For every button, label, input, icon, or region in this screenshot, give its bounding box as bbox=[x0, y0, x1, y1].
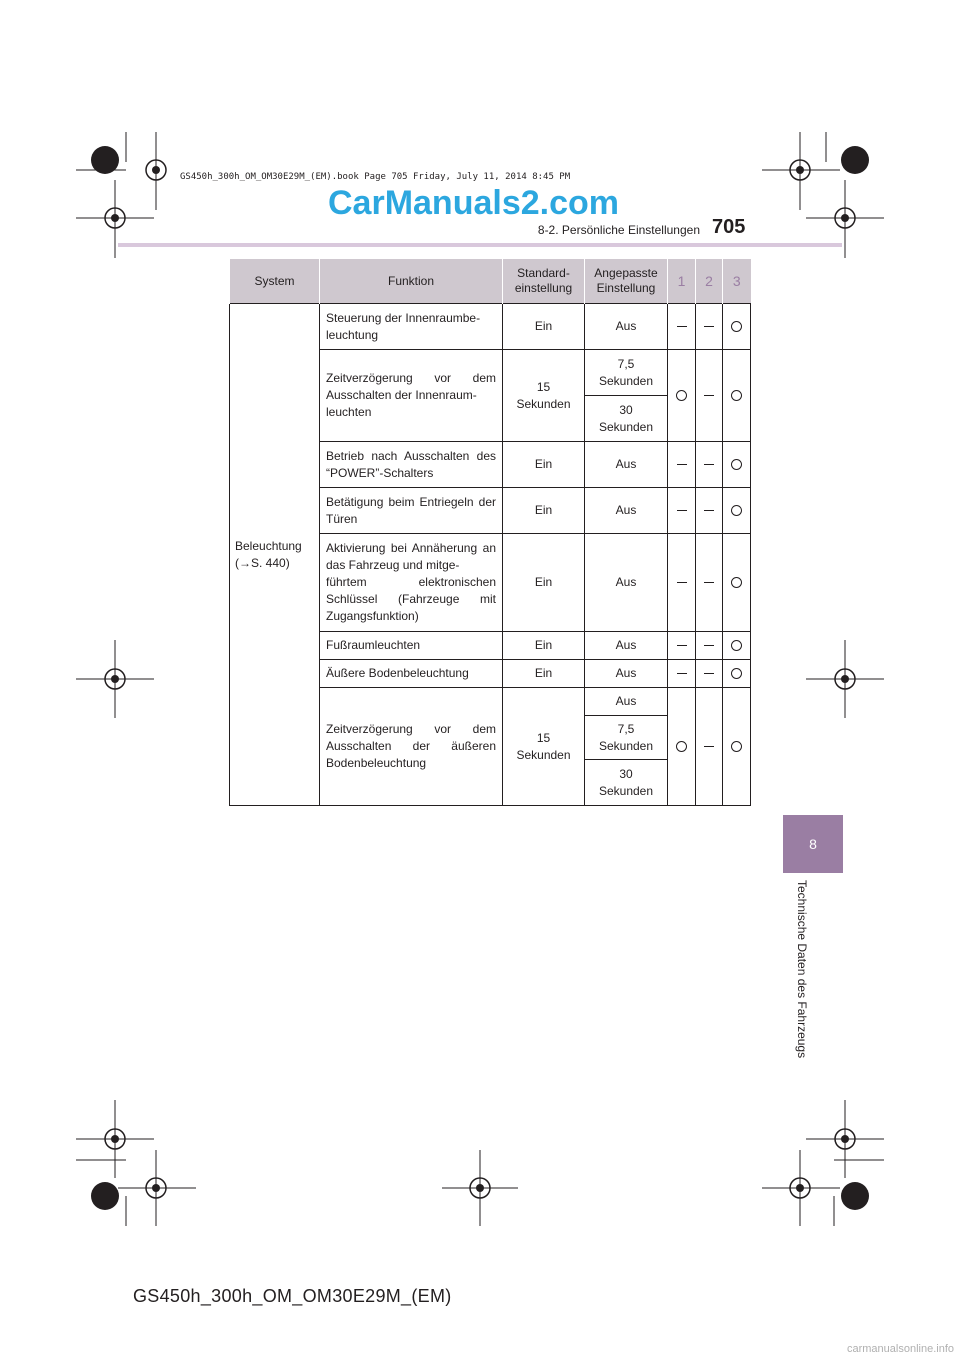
number-3-icon: 3 bbox=[732, 273, 741, 289]
standard-cell: Ein bbox=[503, 442, 585, 488]
mark-cell-c1 bbox=[668, 304, 696, 350]
circle-icon bbox=[731, 321, 742, 332]
dash-icon bbox=[704, 395, 714, 396]
number-1-icon: 1 bbox=[677, 273, 686, 289]
dash-icon bbox=[704, 582, 714, 583]
angepasst-cell: 7,5 Sekunden bbox=[585, 716, 668, 760]
circle-icon bbox=[731, 577, 742, 588]
mark-cell-c2 bbox=[696, 304, 723, 350]
system-cell: Beleuchtung (→S. 440) bbox=[230, 304, 320, 806]
mark-cell-c2 bbox=[696, 350, 723, 442]
angepasst-cell: Aus bbox=[585, 534, 668, 632]
dash-icon bbox=[704, 673, 714, 674]
mark-cell-c2 bbox=[696, 632, 723, 660]
circle-icon bbox=[731, 505, 742, 516]
dash-icon bbox=[704, 510, 714, 511]
standard-cell: Ein bbox=[503, 534, 585, 632]
mark-cell-c1 bbox=[668, 688, 696, 806]
funktion-cell: Fußraumleuchten bbox=[320, 632, 503, 660]
standard-cell: 15 Sekunden bbox=[503, 688, 585, 806]
header-angepasst: Angepasste Einstellung bbox=[585, 259, 668, 304]
table-row bbox=[230, 304, 751, 350]
angepasst-cell: Aus bbox=[585, 304, 668, 350]
funktion-cell: Betrieb nach Ausschalten des “POWER”-Schalters bbox=[320, 442, 503, 488]
book-line: GS450h_300h_OM_OM30E29M_(EM).book Page 705 Friday, July 11, 2014 8:45 PM bbox=[180, 172, 571, 182]
circle-icon bbox=[731, 668, 742, 679]
table-body bbox=[230, 304, 751, 806]
footer-code: GS450h_300h_OM_OM30E29M_(EM) bbox=[133, 1286, 452, 1306]
header-system: System bbox=[230, 259, 320, 304]
circle-icon bbox=[731, 741, 742, 752]
dash-icon bbox=[704, 746, 714, 747]
dash-icon bbox=[677, 582, 687, 583]
mark-cell-c3 bbox=[723, 534, 751, 632]
mark-cell-c2 bbox=[696, 534, 723, 632]
dash-icon bbox=[677, 326, 687, 327]
number-2-icon: 2 bbox=[705, 273, 713, 289]
circle-icon bbox=[676, 741, 687, 752]
watermark-logo[interactable]: CarManuals2.com bbox=[328, 184, 619, 222]
angepasst-cell: 7,5 Sekunden bbox=[585, 350, 668, 396]
angepasst-cell: 30 Sekunden bbox=[585, 760, 668, 806]
mark-cell-c3 bbox=[723, 688, 751, 806]
mark-cell-c3 bbox=[723, 442, 751, 488]
footer-credit[interactable]: carmanualsonline.info bbox=[846, 1343, 954, 1355]
mark-cell-c1 bbox=[668, 660, 696, 688]
mark-cell-c3 bbox=[723, 660, 751, 688]
chapter-tab: 8 bbox=[783, 815, 843, 873]
dash-icon bbox=[677, 464, 687, 465]
standard-cell: 15 Sekunden bbox=[503, 350, 585, 442]
angepasst-cell: Aus bbox=[585, 442, 668, 488]
dash-icon bbox=[677, 645, 687, 646]
angepasst-cell: 30 Sekunden bbox=[585, 396, 668, 442]
standard-cell: Ein bbox=[503, 632, 585, 660]
dash-icon bbox=[704, 645, 714, 646]
dash-icon bbox=[704, 326, 714, 327]
mark-cell-c3 bbox=[723, 304, 751, 350]
mark-cell-c3 bbox=[723, 632, 751, 660]
angepasst-cell: Aus bbox=[585, 488, 668, 534]
dash-icon bbox=[677, 673, 687, 674]
header-col2 bbox=[696, 259, 723, 304]
standard-cell: Ein bbox=[503, 304, 585, 350]
settings-table bbox=[229, 259, 751, 806]
mark-cell-c2 bbox=[696, 688, 723, 806]
circle-icon bbox=[731, 459, 742, 470]
dash-icon bbox=[704, 464, 714, 465]
chapter-title-text: Technische Daten des Fahrzeugs bbox=[795, 880, 809, 1059]
table-header-row bbox=[230, 259, 751, 304]
funktion-cell: Zeitverzögerung vor dem Ausschalten der Innenraum- leuchten bbox=[320, 350, 503, 442]
header-col1 bbox=[668, 259, 696, 304]
circle-icon bbox=[731, 640, 742, 651]
circle-icon bbox=[731, 390, 742, 401]
dash-icon bbox=[677, 510, 687, 511]
standard-cell: Ein bbox=[503, 488, 585, 534]
funktion-cell: Zeitverzögerung vor dem Ausschalten der äußeren Bodenbeleuchtung bbox=[320, 688, 503, 806]
angepasst-cell: Aus bbox=[585, 688, 668, 716]
funktion-cell: Aktivierung bei Annäherung an das Fahrzeug und mitge- führtem elektronischen Schlüssel (Fahrzeuge mit Zugangsfunktion) bbox=[320, 534, 503, 632]
header-rule bbox=[118, 243, 842, 247]
mark-cell-c2 bbox=[696, 488, 723, 534]
angepasst-cell: Aus bbox=[585, 632, 668, 660]
mark-cell-c1 bbox=[668, 534, 696, 632]
angepasst-cell: Aus bbox=[585, 660, 668, 688]
mark-cell-c3 bbox=[723, 350, 751, 442]
mark-cell-c1 bbox=[668, 488, 696, 534]
mark-cell-c2 bbox=[696, 660, 723, 688]
header-standard: Standard- einstellung bbox=[503, 259, 585, 304]
funktion-cell: Steuerung der Innenraumbe- leuchtung bbox=[320, 304, 503, 350]
chapter-title bbox=[794, 880, 814, 1070]
funktion-cell: Äußere Bodenbeleuchtung bbox=[320, 660, 503, 688]
mark-cell-c1 bbox=[668, 442, 696, 488]
mark-cell-c3 bbox=[723, 488, 751, 534]
header-funktion: Funktion bbox=[320, 259, 503, 304]
mark-cell-c1 bbox=[668, 632, 696, 660]
page-number: 705 bbox=[712, 216, 746, 238]
section-title: 8-2. Persönliche Einstellungen bbox=[537, 223, 700, 237]
mark-cell-c1 bbox=[668, 350, 696, 442]
circle-icon bbox=[676, 390, 687, 401]
funktion-cell: Betätigung beim Entriegeln der Türen bbox=[320, 488, 503, 534]
header-col3 bbox=[723, 259, 751, 304]
mark-cell-c2 bbox=[696, 442, 723, 488]
standard-cell: Ein bbox=[503, 660, 585, 688]
